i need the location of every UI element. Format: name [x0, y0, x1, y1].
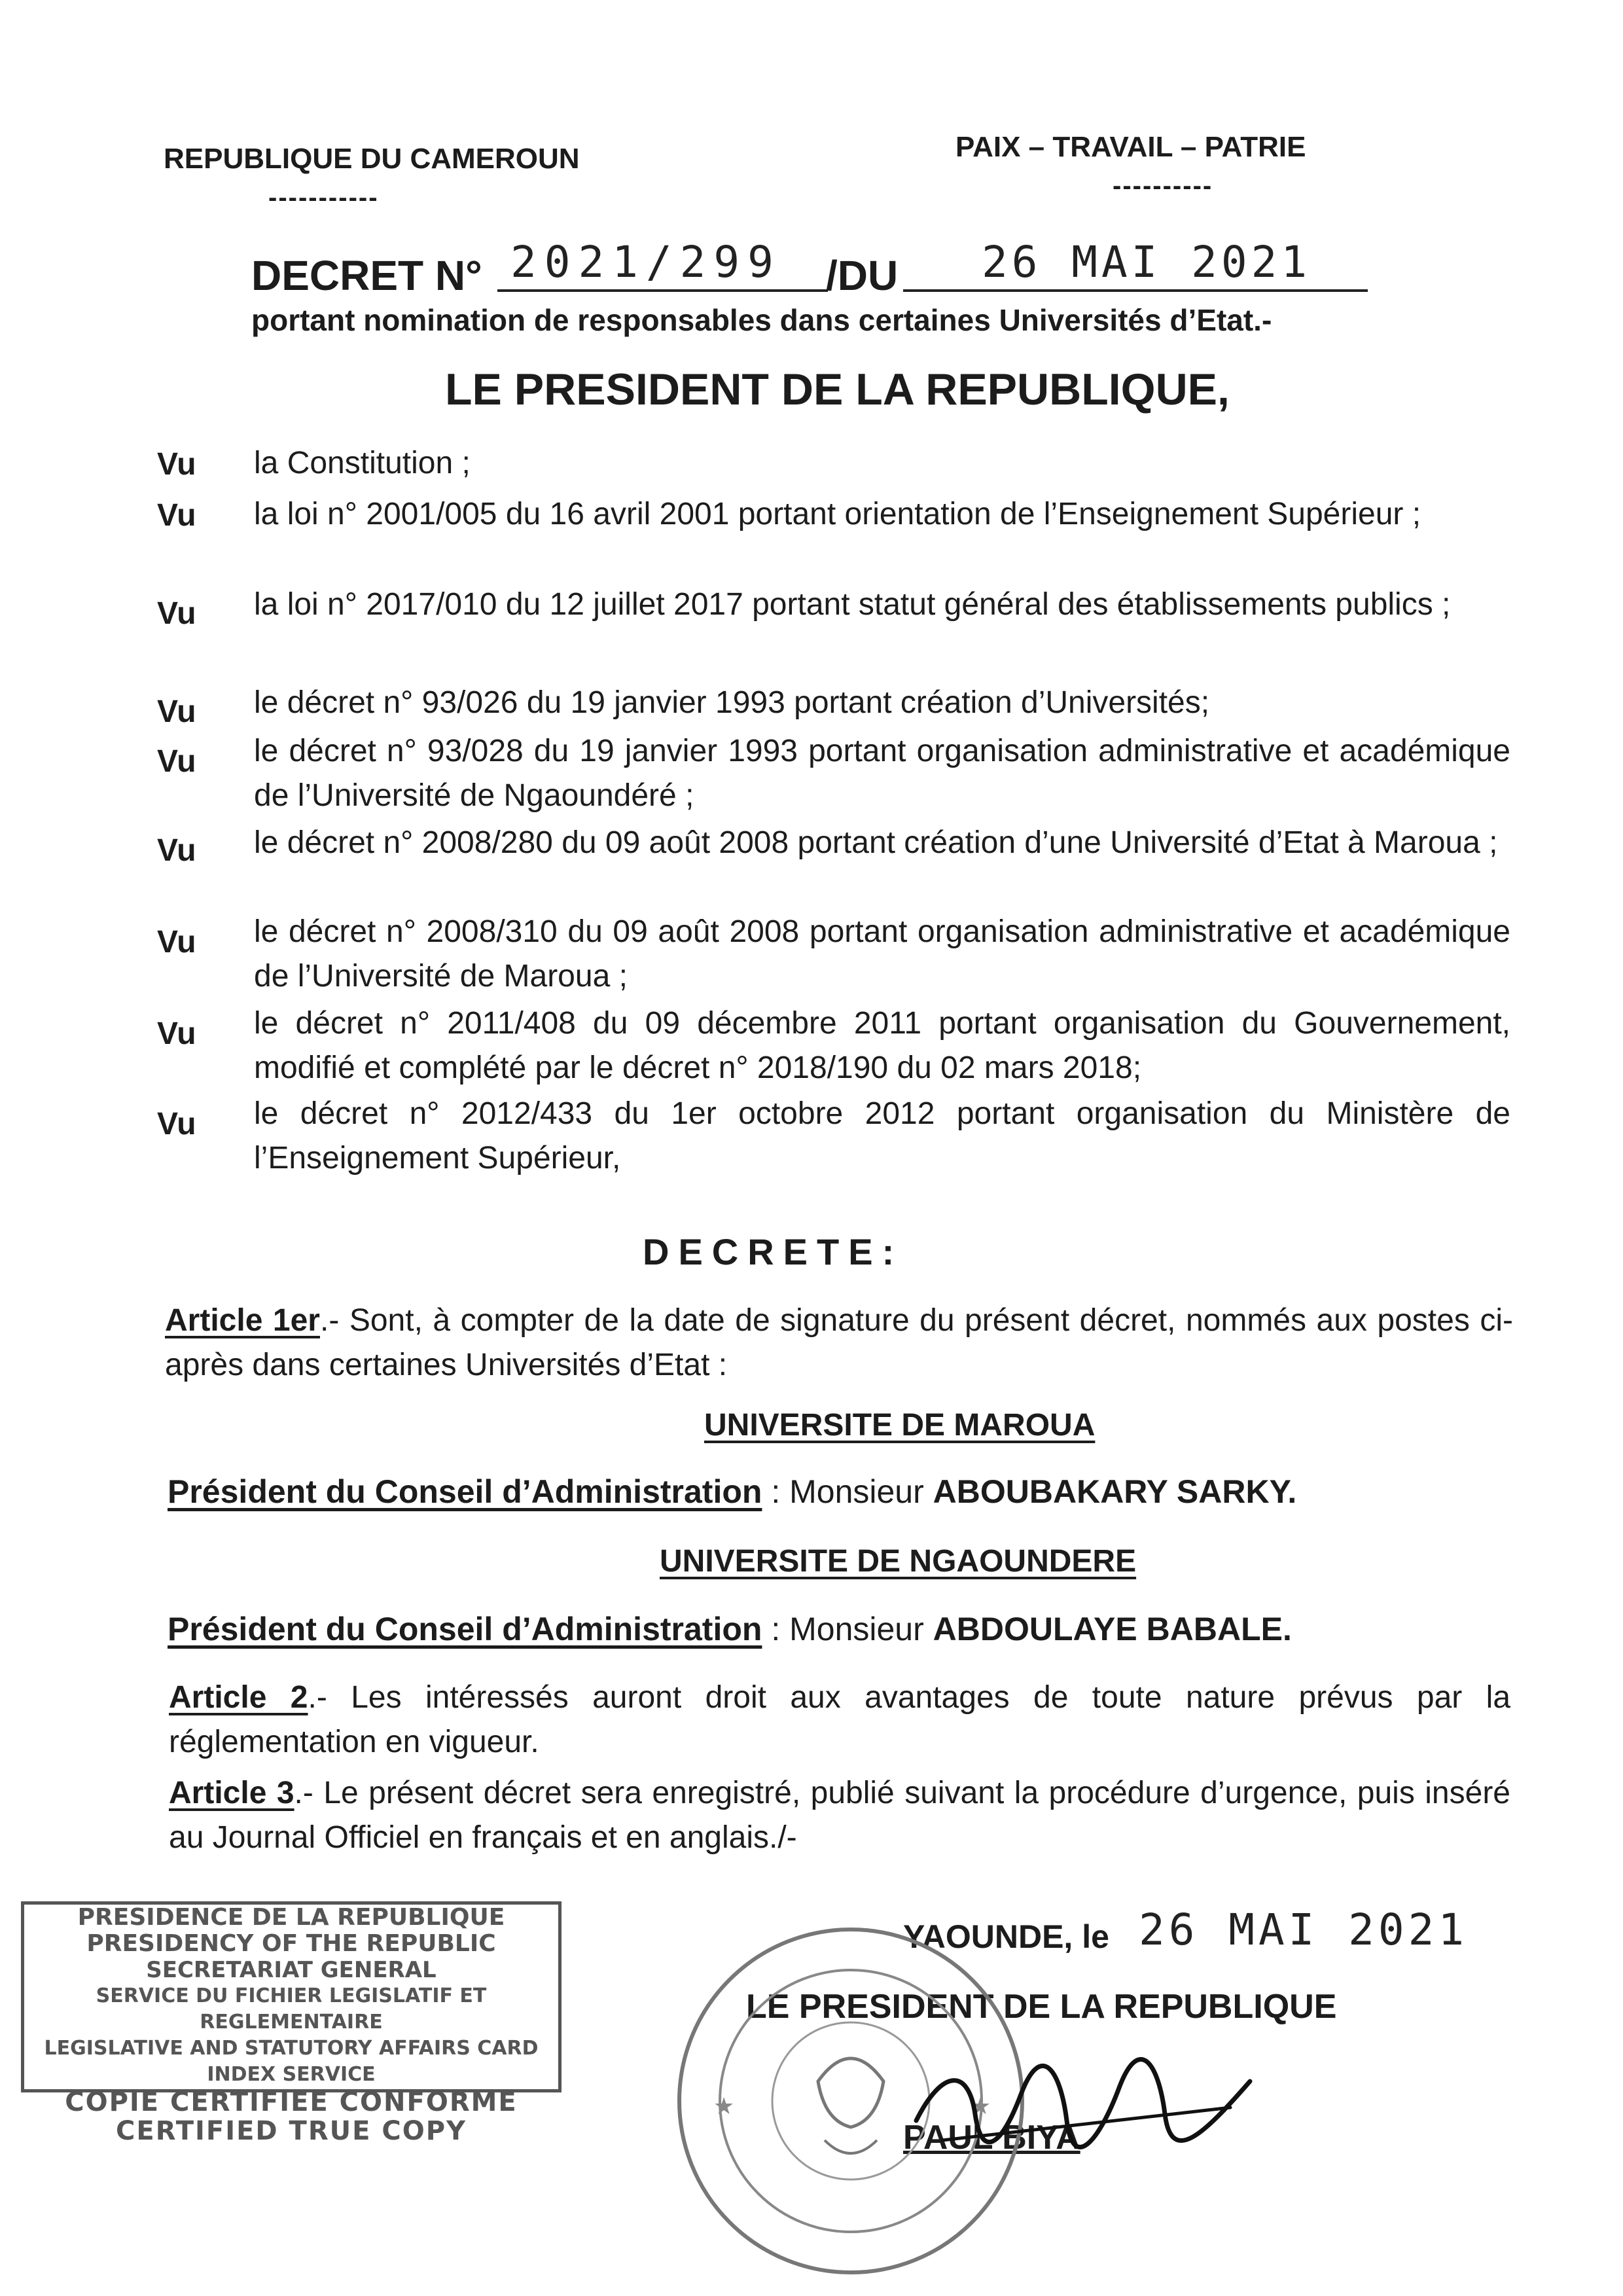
vu-item: le décret n° 93/028 du 19 janvier 1993 portant organisation administrative et académique de l’Université de Ngaoundéré ; — [254, 734, 1510, 813]
signature-scribble-icon — [903, 2042, 1270, 2173]
president-heading: LE PRESIDENT DE LA REPUBLIQUE, — [445, 365, 1230, 414]
article-2 — [169, 1676, 1510, 1765]
svg-text:★: ★ — [713, 2093, 735, 2120]
svg-text:★: ★ — [970, 2093, 991, 2120]
signature-date: 26 MAI 2021 — [1139, 1905, 1469, 1955]
stamp-line: CERTIFIED TRUE COPY — [116, 2116, 467, 2146]
vu-item: la loi n° 2001/005 du 16 avril 2001 portant orientation de l’Enseignement Supérieur ; — [254, 497, 1421, 531]
article-3 — [169, 1771, 1510, 1860]
vu-label: Vu — [157, 498, 196, 533]
appointment-colon: : Monsieur — [762, 1473, 933, 1510]
decrete-heading: DECRETE: — [643, 1231, 904, 1272]
stamp-line: SERVICE DU FICHIER LEGISLATIF ET REGLEMENTAIRE — [96, 1984, 487, 2034]
stamp-line: PRESIDENCY OF THE REPUBLIC — [86, 1930, 496, 1957]
header-left-divider: ----------- — [268, 183, 379, 212]
decree-subtitle: portant nomination de responsables dans certaines Universités d’Etat.- — [251, 303, 1272, 337]
vu-label: Vu — [157, 447, 196, 482]
vu-label: Vu — [157, 1016, 196, 1051]
decree-label: DECRET N° — [251, 252, 482, 299]
signatory-name: PAUL BIYA — [903, 2119, 1080, 2157]
decree-date-separator: /DU — [826, 252, 899, 299]
appointment-role: Président du Conseil d’Administration — [168, 1473, 762, 1510]
article-2-text: .- Les intéressés auront droit aux avantages de toute nature prévus par la réglementation en vigueur. — [169, 1680, 1511, 1759]
header-right-divider: ---------- — [1113, 171, 1213, 200]
stamp-line: SECRETARIAT GENERAL — [146, 1957, 437, 1983]
decree-number: 2021/299 — [510, 237, 781, 287]
vu-label: Vu — [157, 694, 196, 729]
decree-date: 26 MAI 2021 — [982, 237, 1311, 287]
vu-label: Vu — [157, 925, 196, 960]
vu-item: le décret n° 93/026 du 19 janvier 1993 portant création d’Universités; — [254, 685, 1210, 720]
vu-item: la loi n° 2017/010 du 12 juillet 2017 portant statut général des établissements publics ; — [254, 587, 1451, 622]
university-heading: UNIVERSITE DE NGAOUNDERE — [660, 1544, 1137, 1579]
vu-item: le décret n° 2008/310 du 09 août 2008 portant organisation administrative et académique de l’Université de Maroua ; — [254, 914, 1510, 994]
appointee-name: ABOUBAKARY SARKY. — [933, 1473, 1297, 1510]
appointment-line — [168, 1610, 1292, 1648]
vu-label: Vu — [157, 1107, 196, 1141]
stamp-line: COPIE CERTIFIEE CONFORME — [65, 2087, 518, 2117]
appointment-line — [168, 1473, 1296, 1511]
vu-label: Vu — [157, 596, 196, 631]
country-title: REPUBLIQUE DU CAMEROUN — [164, 143, 580, 175]
appointee-name: ABDOULAYE BABALE. — [933, 1611, 1292, 1647]
appointment-role: Président du Conseil d’Administration — [168, 1611, 762, 1647]
article-3-label: Article 3 — [169, 1776, 294, 1810]
vu-item: la Constitution ; — [254, 446, 471, 480]
university-heading: UNIVERSITE DE MAROUA — [704, 1408, 1096, 1443]
article-3-text: .- Le présent décret sera enregistré, publié suivant la procédure d’urgence, puis inséré au Journal Officiel en français et en anglais./- — [169, 1776, 1511, 1855]
decree-date-underline — [903, 289, 1368, 292]
article-1-text: .- Sont, à compter de la date de signature du présent décret, nommés aux postes ci-après dans certaines Universités d’Etat : — [165, 1303, 1514, 1382]
signature-title: LE PRESIDENT DE LA REPUBLIQUE — [746, 1988, 1337, 2026]
stamp-line: PRESIDENCE DE LA REPUBLIQUE — [77, 1904, 505, 1931]
appointment-colon: : Monsieur — [762, 1611, 933, 1647]
signature-place: YAOUNDE, le — [903, 1918, 1109, 1955]
vu-item: le décret n° 2012/433 du 1er octobre 2012 portant organisation du Ministère de l’Enseignement Supérieur, — [254, 1096, 1510, 1175]
certification-stamp — [21, 1901, 562, 2146]
vu-item: le décret n° 2008/280 du 09 août 2008 portant création d’une Université d’Etat à Maroua ; — [254, 825, 1498, 860]
vu-item: le décret n° 2011/408 du 09 décembre 2011 portant organisation du Gouvernement, modifié et complété par le décret n° 2018/190 du 02 mars 2018; — [254, 1006, 1510, 1085]
article-2-label: Article 2 — [169, 1680, 308, 1715]
decree-number-underline — [497, 289, 828, 292]
stamp-line: LEGISLATIVE AND STATUTORY AFFAIRS CARD INDEX SERVICE — [44, 2037, 539, 2086]
article-1 — [165, 1299, 1513, 1388]
motto-title: PAIX – TRAVAIL – PATRIE — [955, 131, 1306, 163]
article-1-label: Article 1er — [165, 1303, 320, 1338]
vu-label: Vu — [157, 744, 196, 779]
vu-label: Vu — [157, 833, 196, 868]
